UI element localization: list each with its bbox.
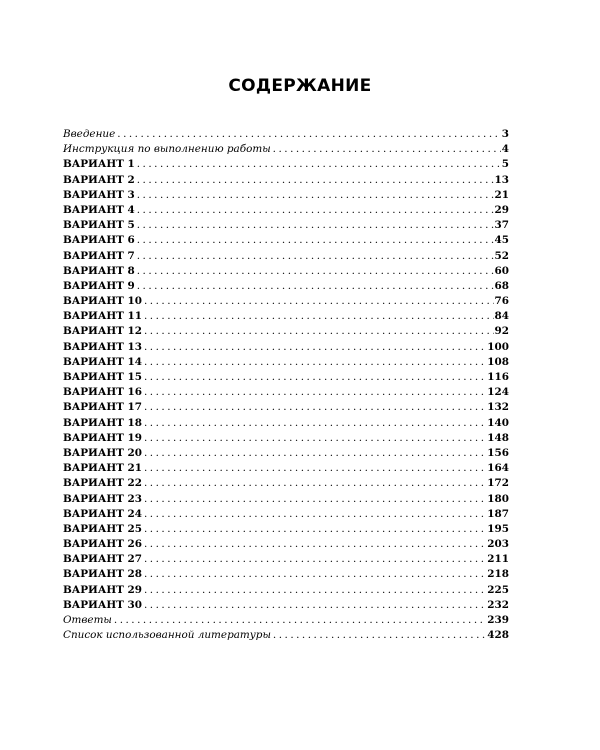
toc-entry-page-number: 187 [487,507,509,520]
toc-entry[interactable] [63,567,509,582]
toc-entry[interactable] [63,233,509,248]
toc-entry-page-number: 76 [494,295,509,308]
toc-entry-label: ВАРИАНТ 30 [63,598,142,611]
dot-leader [137,233,494,248]
dot-leader [144,507,486,522]
toc-entry-label: ВАРИАНТ 23 [63,492,142,505]
toc-entry-page-number: 428 [487,629,509,642]
toc-entry-page-number: 21 [494,188,509,201]
dot-leader [144,583,486,598]
toc-entry-page-number: 108 [487,355,509,368]
toc-entry-label: ВАРИАНТ 14 [63,355,142,368]
toc-entry-label: ВАРИАНТ 29 [63,583,142,596]
toc-entry[interactable] [63,431,509,446]
toc-entry-page-number: 239 [487,614,509,626]
toc-entry-page-number: 60 [494,264,509,277]
toc-entry-page-number: 124 [487,386,509,399]
dot-leader [144,400,486,415]
table-of-contents [63,127,509,643]
toc-entry-label: ВАРИАНТ 19 [63,431,142,444]
dot-leader [144,461,486,476]
toc-entry-label: ВАРИАНТ 26 [63,538,142,551]
dot-leader [144,476,486,491]
toc-entry-label: Введение [63,128,116,140]
toc-entry[interactable] [63,628,509,643]
toc-entry-page-number: 195 [487,522,509,535]
toc-entry[interactable] [63,583,509,598]
toc-entry[interactable] [63,522,509,537]
toc-entry-label: Инструкция по выполнению работы [63,143,271,156]
toc-entry-page-number: 232 [487,598,509,611]
toc-entry-label: ВАРИАНТ 10 [63,295,142,308]
toc-entry[interactable] [63,446,509,461]
dot-leader [137,218,494,233]
toc-entry[interactable] [63,127,509,142]
toc-entry[interactable] [63,309,509,324]
dot-leader [144,567,486,582]
toc-entry[interactable] [63,476,509,491]
toc-entry-page-number: 37 [494,219,509,232]
toc-entry[interactable] [63,218,509,233]
toc-entry-label: ВАРИАНТ 28 [63,568,142,581]
dot-leader [144,355,486,370]
dot-leader [144,340,486,355]
toc-entry-page-number: 5 [501,158,509,171]
page-title: СОДЕРЖАНИЕ [228,76,372,96]
dot-leader [144,431,486,446]
dot-leader [144,492,486,507]
dot-leader [144,370,486,385]
toc-entry[interactable] [63,355,509,370]
dot-leader [144,324,494,339]
dot-leader [144,537,486,552]
toc-entry[interactable] [63,461,509,476]
toc-entry-label: ВАРИАНТ 2 [63,173,135,186]
toc-entry[interactable] [63,142,509,157]
dot-leader [137,279,494,294]
toc-entry-label: ВАРИАНТ 18 [63,416,142,429]
toc-entry-page-number: 203 [487,538,509,551]
toc-entry-label: ВАРИАНТ 20 [63,446,142,459]
dot-leader [144,294,494,309]
toc-entry[interactable] [63,173,509,188]
toc-entry-label: ВАРИАНТ 17 [63,401,142,414]
toc-entry[interactable] [63,613,509,628]
toc-entry-label: ВАРИАНТ 25 [63,522,142,535]
toc-entry[interactable] [63,492,509,507]
toc-entry-label: ВАРИАНТ 21 [63,462,142,475]
toc-entry[interactable] [63,340,509,355]
toc-entry-page-number: 13 [494,173,509,186]
toc-entry-page-number: 116 [487,371,509,383]
toc-entry[interactable] [63,370,509,385]
toc-entry-label: ВАРИАНТ 27 [63,553,142,566]
dot-leader [137,188,494,203]
toc-entry-page-number: 132 [487,401,509,414]
toc-entry-page-number: 92 [494,325,509,338]
toc-entry-label: ВАРИАНТ 13 [63,340,142,353]
toc-entry-page-number: 4 [501,143,509,156]
toc-entry-label: ВАРИАНТ 3 [63,188,135,201]
dot-leader [137,173,494,188]
toc-entry[interactable] [63,537,509,552]
toc-entry[interactable] [63,416,509,431]
toc-entry-page-number: 3 [501,128,509,140]
toc-entry-label: ВАРИАНТ 8 [63,264,135,277]
toc-entry-label: ВАРИАНТ 12 [63,325,142,338]
toc-entry[interactable] [63,264,509,279]
toc-entry-label: ВАРИАНТ 24 [63,507,142,520]
toc-entry[interactable] [63,203,509,218]
toc-entry-page-number: 211 [487,553,509,566]
toc-entry[interactable] [63,324,509,339]
toc-entry-page-number: 164 [487,462,509,475]
toc-entry-page-number: 45 [494,234,509,247]
toc-entry-page-number: 140 [487,416,509,429]
dot-leader [137,157,501,172]
dot-leader [144,446,486,461]
dot-leader [144,598,486,613]
toc-entry[interactable] [63,157,509,172]
toc-entry[interactable] [63,385,509,400]
toc-entry-page-number: 84 [494,310,509,323]
dot-leader [117,127,501,142]
dot-leader [273,628,486,643]
toc-entry[interactable] [63,294,509,309]
toc-entry[interactable] [63,279,509,294]
toc-entry-page-number: 225 [487,583,509,596]
toc-entry-label: ВАРИАНТ 9 [63,279,135,292]
toc-entry-label: ВАРИАНТ 5 [63,219,135,232]
toc-entry-page-number: 180 [487,492,509,505]
toc-entry-label: Список использованной литературы [63,629,271,642]
toc-entry[interactable] [63,507,509,522]
toc-entry[interactable] [63,249,509,264]
toc-entry-label: ВАРИАНТ 22 [63,477,142,490]
toc-entry[interactable] [63,188,509,203]
dot-leader [144,385,486,400]
dot-leader [137,249,494,264]
dot-leader [144,309,494,324]
dot-leader [273,142,501,157]
toc-entry-label: ВАРИАНТ 15 [63,371,142,383]
toc-entry-label: ВАРИАНТ 11 [63,310,142,323]
toc-entry-page-number: 29 [494,203,509,216]
dot-leader [144,552,486,567]
toc-entry-label: ВАРИАНТ 1 [63,158,135,171]
dot-leader [114,613,486,628]
toc-entry-label: ВАРИАНТ 4 [63,203,135,216]
toc-entry-page-number: 68 [494,279,509,292]
dot-leader [137,203,494,218]
toc-entry-page-number: 52 [494,249,509,262]
dot-leader [144,416,486,431]
dot-leader [137,264,494,279]
toc-entry[interactable] [63,400,509,415]
toc-entry-page-number: 100 [487,340,509,353]
toc-entry-page-number: 156 [487,446,509,459]
toc-entry-label: Ответы [63,614,112,626]
toc-entry-page-number: 218 [487,568,509,581]
toc-entry-label: ВАРИАНТ 7 [63,249,135,262]
toc-entry[interactable] [63,598,509,613]
dot-leader [144,522,486,537]
toc-entry-label: ВАРИАНТ 16 [63,386,142,399]
toc-entry-page-number: 172 [487,477,509,490]
toc-entry[interactable] [63,552,509,567]
toc-entry-label: ВАРИАНТ 6 [63,234,135,247]
toc-entry-page-number: 148 [487,431,509,444]
